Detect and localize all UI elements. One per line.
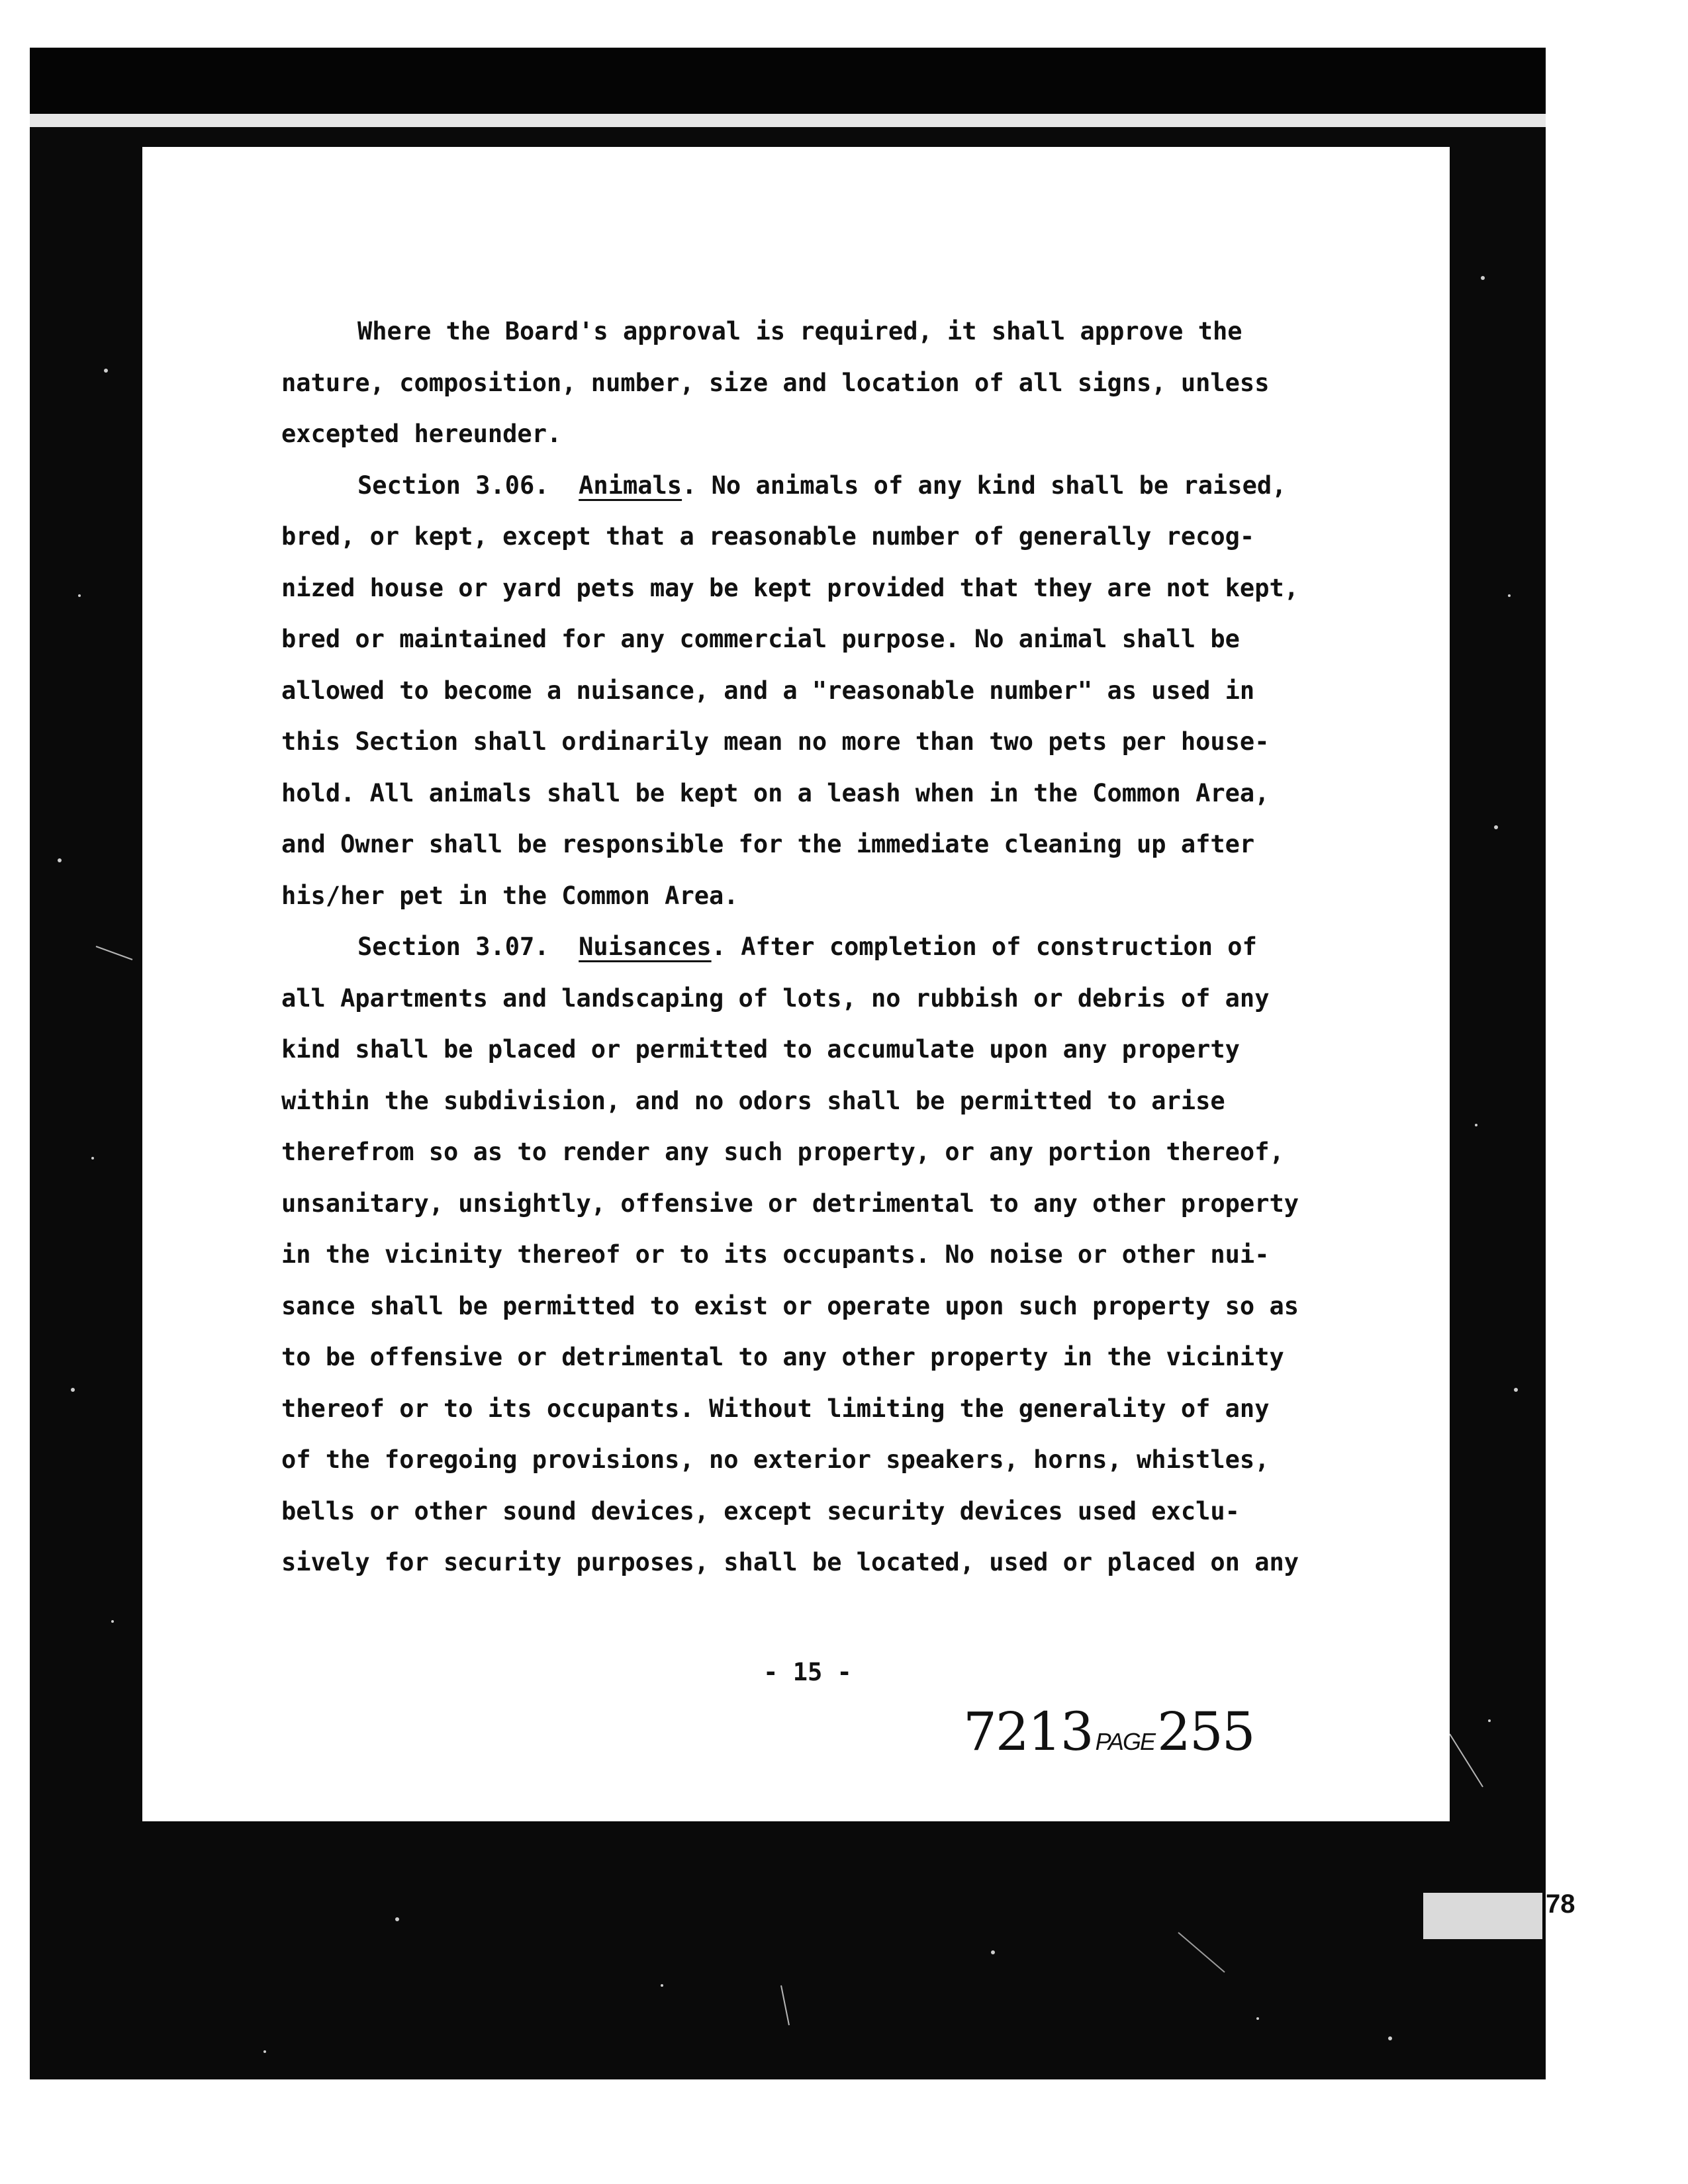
text-line: unsanitary, unsightly, offensive or detrimental to any other property xyxy=(281,1189,1299,1218)
sheet-counter: 78 xyxy=(1546,1889,1575,1919)
text-line: excepted hereunder. xyxy=(281,420,562,448)
text-line: all Apartments and landscaping of lots, no rubbish or debris of any xyxy=(281,983,1270,1013)
stamp-book: 7213 xyxy=(963,1701,1093,1762)
text-line: sance shall be permitted to exist or operate upon such property so as xyxy=(281,1291,1299,1320)
text-line: this Section shall ordinarily mean no more than two pets per house- xyxy=(281,727,1270,756)
section-number: Section 3.07. xyxy=(357,933,549,961)
text-line: hold. All animals shall be kept on a leash when in the Common Area, xyxy=(281,778,1270,807)
page-number: - 15 - xyxy=(763,1658,852,1686)
stamp-page: 255 xyxy=(1156,1701,1254,1762)
text-line: and Owner shall be responsible for the immediate cleaning up after xyxy=(281,830,1255,858)
text-line: his/her pet in the Common Area. xyxy=(281,881,739,910)
section-first-line: . No animals of any kind shall be raised, xyxy=(682,471,1287,500)
text-line: allowed to become a nuisance, and a "reasonable number" as used in xyxy=(281,676,1255,705)
text-line: of the foregoing provisions, no exterior speakers, horns, whistles, xyxy=(281,1445,1270,1474)
text-line: nized house or yard pets may be kept provided that they are not kept, xyxy=(281,573,1299,602)
text-line: Where the Board's approval is required, it shall approve the xyxy=(357,317,1243,345)
text-line: bred or maintained for any commercial purpose. No animal shall be xyxy=(281,625,1240,653)
section-title: Nuisances xyxy=(579,933,712,961)
faded-label xyxy=(1423,1893,1542,1939)
text-line: sively for security purposes, shall be located, used or placed on any xyxy=(281,1548,1299,1576)
text-line: therefrom so as to render any such property, or any portion thereof, xyxy=(281,1138,1284,1166)
text-line: nature, composition, number, size and location of all signs, unless xyxy=(281,368,1270,397)
text-line: to be offensive or detrimental to any other property in the vicinity xyxy=(281,1343,1284,1371)
text-line: within the subdivision, and no odors shall be permitted to arise xyxy=(281,1086,1225,1115)
section-3-06-heading-line xyxy=(281,460,1354,512)
section-number: Section 3.06. xyxy=(357,471,549,500)
text-line: thereof or to its occupants. Without limiting the generality of any xyxy=(281,1394,1270,1423)
text-line: kind shall be placed or permitted to accumulate upon any property xyxy=(281,1035,1240,1064)
text-line: in the vicinity thereof or to its occupants. No noise or other nui- xyxy=(281,1240,1270,1269)
text-line: bells or other sound devices, except security devices used exclu- xyxy=(281,1496,1240,1525)
stamp-page-label: PAGE xyxy=(1095,1728,1154,1755)
section-first-line: . After completion of construction of xyxy=(711,933,1257,961)
section-3-07-heading-line xyxy=(281,921,1354,973)
section-title: Animals xyxy=(579,471,682,500)
document-body xyxy=(281,306,1354,1588)
text-line: bred, or kept, except that a reasonable number of generally recog- xyxy=(281,522,1255,551)
recording-stamp xyxy=(963,1701,1254,1762)
